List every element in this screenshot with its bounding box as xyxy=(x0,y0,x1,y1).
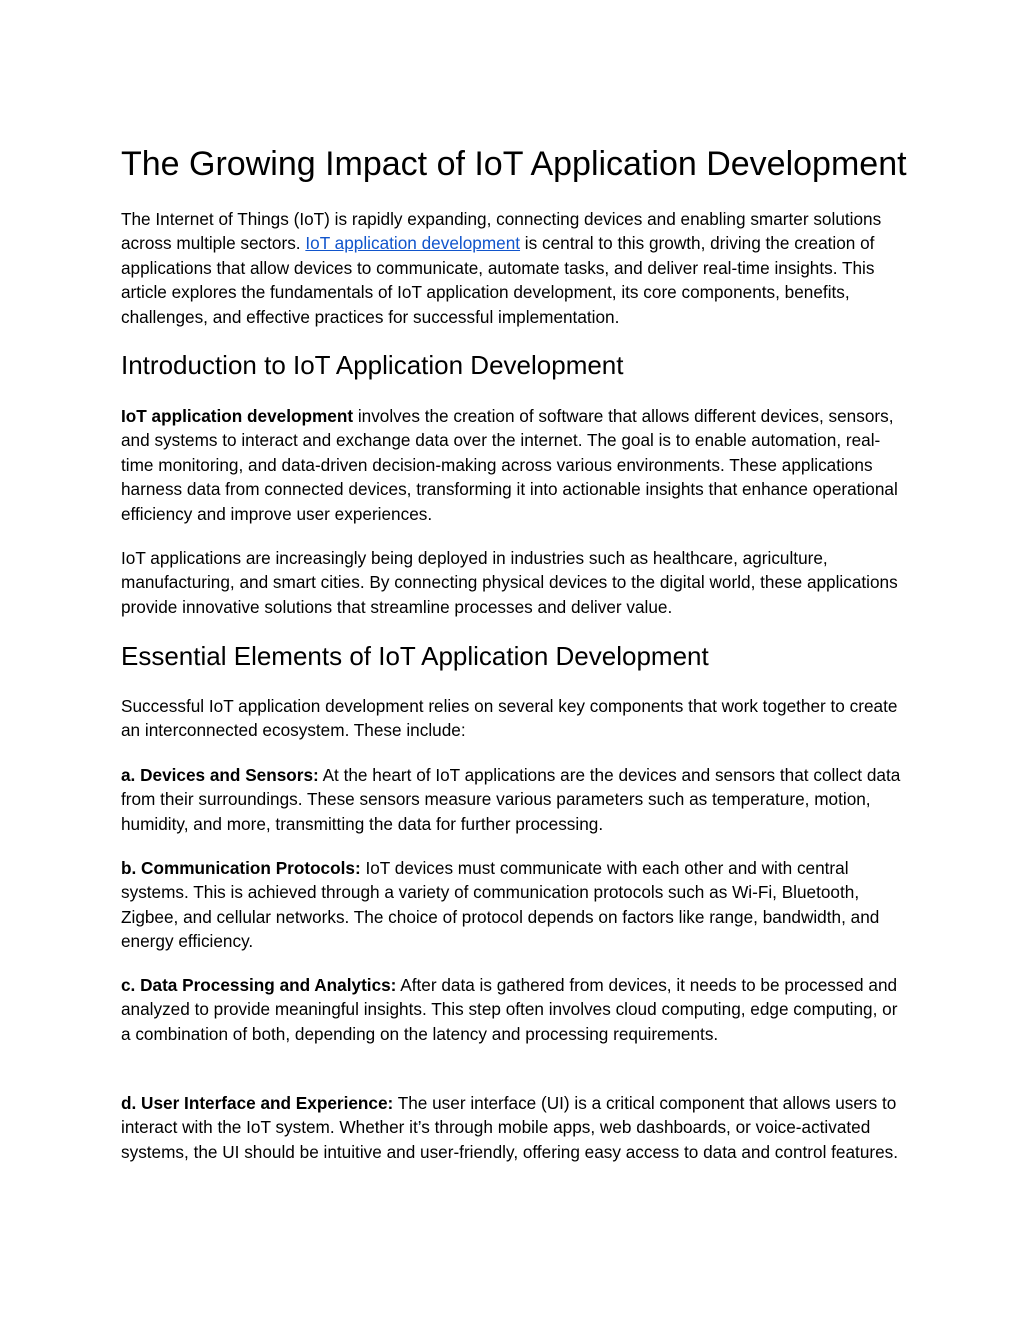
element-label: b. Communication Protocols: xyxy=(121,858,361,878)
section-heading-introduction: Introduction to IoT Application Development xyxy=(121,350,624,380)
element-text: At the heart of IoT applications are the devices and sensors that collect data from their surroundings. These sensors measure various parameters such as temperature, motion, humidity, and more, transmitting the data for further processing. xyxy=(121,765,901,834)
element-item-data-processing xyxy=(121,973,905,1046)
paragraph-text: involves the creation of software that allows different devices, sensors, and systems to interact and exchange data over the internet. The goal is to enable automation, real-time monitoring, and data-driven decision-making across various environments. These applications harness data from connected devices, transforming it into actionable insights that enhance operational efficiency and improve user experiences. xyxy=(121,406,898,524)
intro-text-end: is central to this growth, driving the creation of applications that allow devices to communicate, automate tasks, and deliver real-time insights. This article explores the fundamentals of IoT application development, its core components, benefits, challenges, and effective practices for successful implementation. xyxy=(121,233,875,327)
element-label: c. Data Processing and Analytics: xyxy=(121,975,397,995)
bold-term: IoT application development xyxy=(121,406,354,426)
element-label: a. Devices and Sensors: xyxy=(121,765,319,785)
iot-app-dev-link[interactable]: IoT application development xyxy=(305,233,521,254)
intro-section-paragraph-2: IoT applications are increasingly being deployed in industries such as healthcare, agriculture, manufacturing, and smart cities. By connecting physical devices to the digital world, these applications provide innovative solutions that streamline processes and deliver value. xyxy=(121,548,898,617)
element-item-devices-sensors xyxy=(121,763,905,836)
page-title: The Growing Impact of IoT Application Development xyxy=(121,145,907,183)
element-text: The user interface (UI) is a critical component that allows users to interact with the IoT system. Whether it’s through mobile apps, web dashboards, or voice-activated systems, the UI should be intuitive and user-friendly, offering easy access to data and control features. xyxy=(121,1093,899,1162)
element-item-communication-protocols xyxy=(121,856,905,954)
section-heading-essential-elements: Essential Elements of IoT Application Development xyxy=(121,641,709,671)
element-text: After data is gathered from devices, it needs to be processed and analyzed to provide meaningful insights. This step often involves cloud computing, edge computing, or a combination of both, depending on the latency and processing requirements. xyxy=(121,975,898,1044)
intro-paragraph xyxy=(121,207,905,329)
intro-section-paragraph-1 xyxy=(121,404,905,526)
intro-text-start: The Internet of Things (IoT) is rapidly expanding, connecting devices and enabling smarter solutions across multiple sectors. xyxy=(121,209,882,254)
element-label: d. User Interface and Experience: xyxy=(121,1093,394,1113)
element-text: IoT devices must communicate with each other and with central systems. This is achieved through a variety of communication protocols such as Wi-Fi, Bluetooth, Zigbee, and cellular networks. The choice of protocol depends on factors like range, bandwidth, and energy efficiency. xyxy=(121,858,880,952)
essential-elements-intro: Successful IoT application development relies on several key components that work together to create an interconnected ecosystem. These include: xyxy=(121,696,898,741)
element-item-user-interface xyxy=(121,1091,905,1164)
